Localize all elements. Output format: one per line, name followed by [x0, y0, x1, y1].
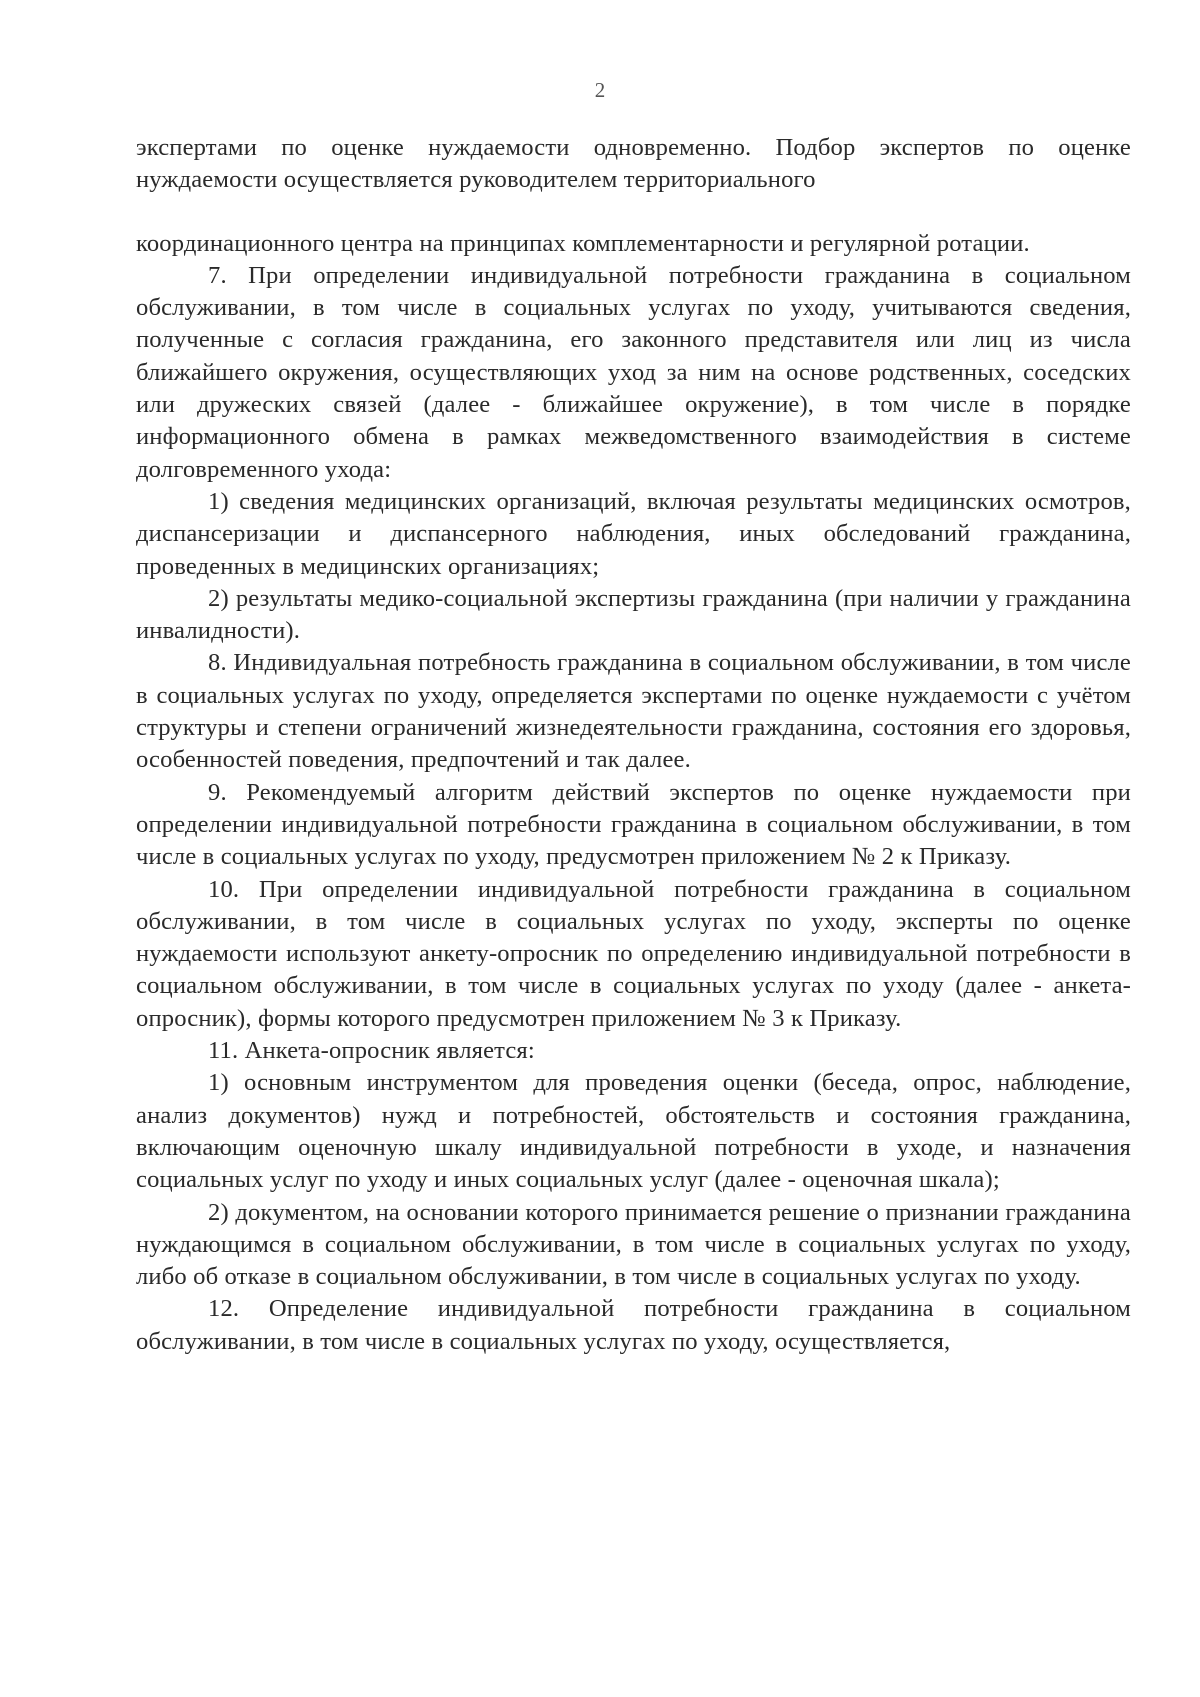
paragraph-item-12: 12. Определение индивидуальной потребности гражданина в социальном обслуживании, в том числе в социальных услугах по уходу, осуществляется, — [136, 1295, 1131, 1355]
paragraph-subitem-7-1: 1) сведения медицинских организаций, включая результаты медицинских осмотров, диспансеризации и диспансерного наблюдения, иных обследований гражданина, проведенных в медицинских организациях; — [136, 487, 1131, 580]
paragraph-subitem-11-2: 2) документом, на основании которого принимается решение о признании гражданина нуждающимся в социальном обслуживании, в том числе в социальных услугах по уходу, либо об отказе в социальном обслуживании, в том числе в социальных услугах по уходу. — [136, 1198, 1131, 1291]
paragraph-continuation-end: координационного центра на принципах комплементарности и регулярной ротации. — [136, 229, 1030, 257]
paragraph-item-7: 7. При определении индивидуальной потребности гражданина в социальном обслуживании, в том числе в социальных услугах по уходу, учитываются сведения, полученные с согласия гражданина, его законного представителя или лиц из числа ближайшего окружения, осуществляющих уход за ним на основе родственных, соседских или дружеских связей (далее - ближайшее окружение), в том числе в порядке информационного обмена в рамках межведомственного взаимодействия в системе долговременного ухода: — [136, 261, 1131, 483]
paragraph-subitem-7-2: 2) результаты медико-социальной экспертизы гражданина (при наличии у гражданина инвалидности). — [136, 584, 1131, 645]
paragraph-subitem-11-1: 1) основным инструментом для проведения оценки (беседа, опрос, наблюдение, анализ документов) нужд и потребностей, обстоятельств и состояния гражданина, включающим оценочную шкалу индивидуальной потребности в уходе, и назначения социальных услуг по уходу и иных социальных услуг (далее - оценочная шкала); — [136, 1069, 1131, 1194]
paragraph-item-10: 10. При определении индивидуальной потребности гражданина в социальном обслуживании, в том числе в социальных услугах по уходу, эксперты по оценке нуждаемости используют анкету-опросник по определению индивидуальной потребности в социальном обслуживании, в том числе в социальных услугах по уходу (далее - анкета-опросник), формы которого предусмотрен приложением № 3 к Приказу. — [136, 875, 1131, 1032]
paragraph-item-8: 8. Индивидуальная потребность гражданина в социальном обслуживании, в том числе в социальных услугах по уходу, определяется экспертами по оценке нуждаемости с учётом структуры и степени ограничений жизнедеятельности гражданина, состояния его здоровья, особенностей поведения, предпочтений и так далее. — [136, 649, 1131, 774]
paragraph-item-11: 11. Анкета-опросник является: — [208, 1037, 535, 1065]
paragraph-continuation: экспертами по оценке нуждаемости одновременно. Подбор экспертов по оценке нуждаемости осуществляется руководителем территориального — [136, 134, 1131, 194]
page-number: 2 — [594, 78, 606, 102]
document-body — [136, 132, 1131, 1358]
paragraph-item-9: 9. Рекомендуемый алгоритм действий экспертов по оценке нуждаемости при определении индивидуальной потребности гражданина в социальном обслуживании, в том числе в социальных услугах по уходу, предусмотрен приложением № 2 к Приказу. — [136, 778, 1131, 871]
paragraph-gap — [136, 197, 1131, 228]
